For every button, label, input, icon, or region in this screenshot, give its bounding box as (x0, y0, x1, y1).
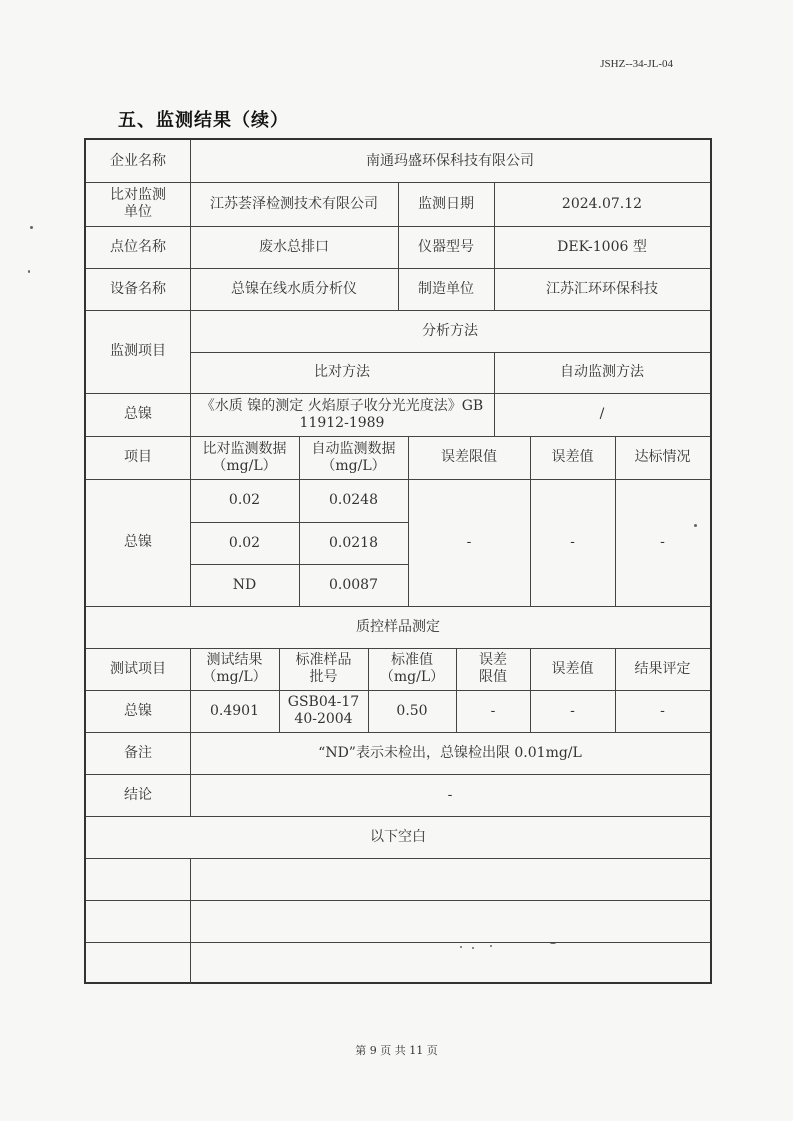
qc-error-limit-header: 误差限值 (479, 652, 507, 685)
qc-batch: GSB04-1740-2004 (287, 694, 360, 727)
comparison-value: ND (232, 576, 257, 593)
qc-evaluation-header: 结果评定 (634, 660, 691, 677)
scan-speck (28, 270, 30, 273)
rule (86, 900, 710, 901)
rule (86, 942, 710, 943)
device-value: 总镍在线水质分析仪 (231, 280, 357, 297)
page-footer: 第 9 页 共 11 页 (355, 1044, 438, 1057)
scan-speck (30, 226, 33, 229)
rule (190, 858, 191, 984)
result-error-limit: - (466, 534, 472, 550)
device-label: 设备名称 (110, 280, 166, 297)
qc-result: 0.4901 (210, 702, 259, 719)
enterprise-value: 南通玛盛环保科技有限公司 (366, 152, 534, 169)
scan-speck (460, 946, 462, 948)
auto-data-header: 自动监测数据（mg/L） (311, 440, 396, 474)
scan-speck (472, 947, 474, 949)
auto-value: 0.0218 (329, 534, 378, 551)
instrument-model-value: DEK-1006 型 (557, 238, 647, 255)
result-error-value: - (570, 534, 575, 550)
section-title: 五、监测结果（续） (118, 110, 289, 131)
comparison-unit-label: 比对监测单位 (110, 187, 166, 220)
result-compliance: - (660, 534, 665, 550)
point-value: 废水总排口 (259, 238, 329, 255)
comparison-value: 0.02 (228, 534, 261, 551)
qc-std-value-header: 标准值（mg/L） (379, 652, 445, 685)
comparison-method-header: 比对方法 (314, 364, 370, 380)
remark-value: “ND”表示未检出，总镍检出限 0.01mg/L (318, 744, 582, 761)
auto-method-header: 自动监测方法 (560, 364, 644, 380)
enterprise-label: 企业名称 (110, 152, 166, 169)
error-value-header: 误差值 (551, 449, 594, 465)
document-code: JSHZ--34-JL-04 (600, 58, 673, 70)
comparison-data-header: 比对监测数据（mg/L） (202, 440, 287, 474)
conclusion-value: - (447, 786, 453, 803)
nickel-method-label: 总镍 (124, 406, 152, 422)
monitor-date-value: 2024.07.12 (561, 195, 643, 212)
qc-result-header: 测试结果（mg/L） (202, 652, 267, 685)
qc-batch-header: 标准样品批号 (295, 652, 352, 685)
qc-title: 质控样品测定 (356, 618, 440, 635)
nickel-auto-method: / (599, 406, 605, 422)
comparison-unit-value: 江苏荟泽检测技术有限公司 (210, 195, 378, 212)
monitor-item-label: 监测项目 (110, 343, 166, 359)
conclusion-label: 结论 (124, 786, 152, 803)
comparison-value: 0.02 (228, 492, 261, 508)
auto-value: 0.0087 (329, 576, 378, 593)
analysis-method-header: 分析方法 (422, 322, 478, 339)
monitor-date-label: 监测日期 (418, 195, 474, 212)
scan-speck (490, 945, 492, 947)
monitoring-results-table (84, 138, 712, 984)
point-label: 点位名称 (110, 238, 166, 255)
qc-error-value-header: 误差值 (551, 660, 594, 677)
qc-evaluation: - (660, 702, 665, 719)
qc-error-limit: - (490, 702, 496, 719)
blank-below-note: 以下空白 (370, 828, 426, 845)
scan-speck (550, 943, 556, 944)
instrument-model-label: 仪器型号 (418, 238, 474, 255)
qc-std-value: 0.50 (396, 702, 428, 719)
qc-error-value: - (570, 702, 575, 719)
nickel-comparison-method: 《水质 镍的测定 火焰原子收分光光度法》GB 11912-1989 (200, 397, 484, 431)
manufacturer-value: 江苏汇环环保科技 (546, 280, 658, 297)
scan-speck (694, 524, 697, 527)
result-item-header: 项目 (124, 449, 152, 465)
result-item: 总镍 (124, 534, 152, 550)
error-limit-header: 误差限值 (441, 449, 497, 465)
auto-value: 0.0248 (329, 492, 378, 508)
qc-item: 总镍 (124, 702, 152, 719)
qc-item-header: 测试项目 (110, 660, 166, 677)
remark-label: 备注 (124, 744, 152, 761)
rule (86, 858, 710, 859)
manufacturer-label: 制造单位 (418, 280, 474, 297)
compliance-header: 达标情况 (634, 449, 691, 465)
